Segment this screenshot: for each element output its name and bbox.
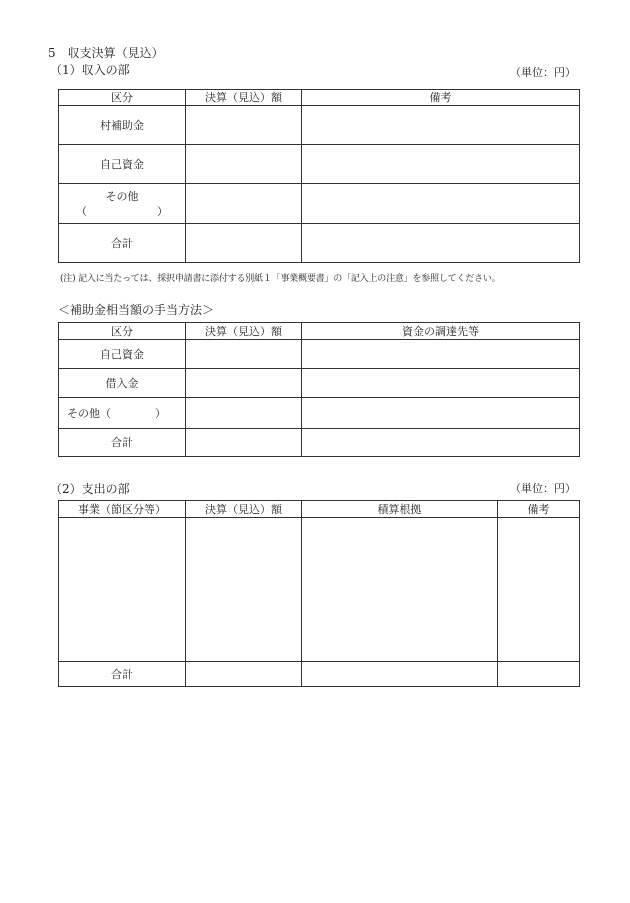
close-paren: ）	[155, 406, 166, 420]
table-row	[59, 184, 580, 224]
funding-row-label: 自己資金	[59, 340, 186, 369]
income-heading: （1）収入の部	[50, 63, 130, 77]
income-remarks-cell[interactable]	[302, 145, 580, 184]
income-table	[58, 89, 580, 263]
table-row	[59, 398, 580, 429]
funding-heading: ＜補助金相当額の手当方法＞	[58, 303, 215, 317]
income-amount-cell[interactable]	[186, 184, 302, 224]
table-row	[59, 106, 580, 145]
funding-source-cell[interactable]	[302, 398, 580, 429]
funding-header-amount: 決算（見込）額	[186, 323, 302, 340]
income-amount-cell[interactable]	[186, 145, 302, 184]
expense-total-row	[59, 662, 580, 687]
funding-row-label: 借入金	[59, 369, 186, 398]
income-remarks-cell[interactable]	[302, 224, 580, 263]
table-row	[59, 224, 580, 263]
expense-unit: （単位：円）	[510, 482, 576, 495]
funding-source-cell[interactable]	[302, 369, 580, 398]
expense-total-label: 合計	[59, 662, 186, 687]
income-row-label: 村補助金	[59, 106, 186, 145]
expense-header-remarks: 備考	[498, 501, 580, 518]
funding-row-label: 合計	[59, 429, 186, 457]
income-amount-cell[interactable]	[186, 224, 302, 263]
income-row-other	[59, 184, 186, 224]
funding-amount-cell[interactable]	[186, 369, 302, 398]
table-row	[59, 145, 580, 184]
funding-amount-cell[interactable]	[186, 429, 302, 457]
income-remarks-cell[interactable]	[302, 106, 580, 145]
income-remarks-cell[interactable]	[302, 184, 580, 224]
expense-header-item: 事業（節区分等）	[59, 501, 186, 518]
expense-item-cell[interactable]	[59, 518, 186, 662]
funding-row-label: その他（	[67, 406, 111, 420]
table-row	[59, 429, 580, 457]
other-detail-parens	[76, 205, 168, 218]
income-unit: （単位：円）	[510, 66, 576, 79]
funding-amount-cell[interactable]	[186, 340, 302, 369]
income-header-category: 区分	[59, 90, 186, 106]
expense-table	[58, 500, 580, 687]
income-note: (注) 記入に当たっては、採択申請書に添付する別紙１「事業概要書」の「記入上の注意」を参照してください。	[60, 274, 501, 284]
income-row-label: 自己資金	[59, 145, 186, 184]
funding-header-row	[59, 323, 580, 340]
funding-header-source: 資金の調達先等	[302, 323, 580, 340]
income-row-label: その他	[105, 189, 139, 203]
funding-source-cell[interactable]	[302, 429, 580, 457]
income-header-row	[59, 90, 580, 106]
expense-header-basis: 積算根拠	[302, 501, 498, 518]
funding-amount-cell[interactable]	[186, 398, 302, 429]
expense-heading: （2）支出の部	[50, 482, 130, 496]
funding-table	[58, 322, 580, 457]
expense-amount-cell[interactable]	[186, 662, 302, 687]
close-paren: ）	[157, 204, 168, 218]
funding-header-category: 区分	[59, 323, 186, 340]
table-row	[59, 369, 580, 398]
expense-remarks-cell[interactable]	[498, 518, 580, 662]
expense-body-row	[59, 518, 580, 662]
expense-basis-cell[interactable]	[302, 518, 498, 662]
income-amount-cell[interactable]	[186, 106, 302, 145]
expense-remarks-cell[interactable]	[498, 662, 580, 687]
expense-basis-cell[interactable]	[302, 662, 498, 687]
expense-header-amount: 決算（見込）額	[186, 501, 302, 518]
income-header-remarks: 備考	[302, 90, 580, 106]
income-header-amount: 決算（見込）額	[186, 90, 302, 106]
expense-header-row	[59, 501, 580, 518]
table-row	[59, 340, 580, 369]
income-row-label: 合計	[59, 224, 186, 263]
expense-amount-cell[interactable]	[186, 518, 302, 662]
funding-source-cell[interactable]	[302, 340, 580, 369]
section-title: 5 収支決算（見込）	[48, 46, 164, 60]
open-paren: （	[76, 204, 87, 218]
funding-row-other	[59, 398, 186, 429]
